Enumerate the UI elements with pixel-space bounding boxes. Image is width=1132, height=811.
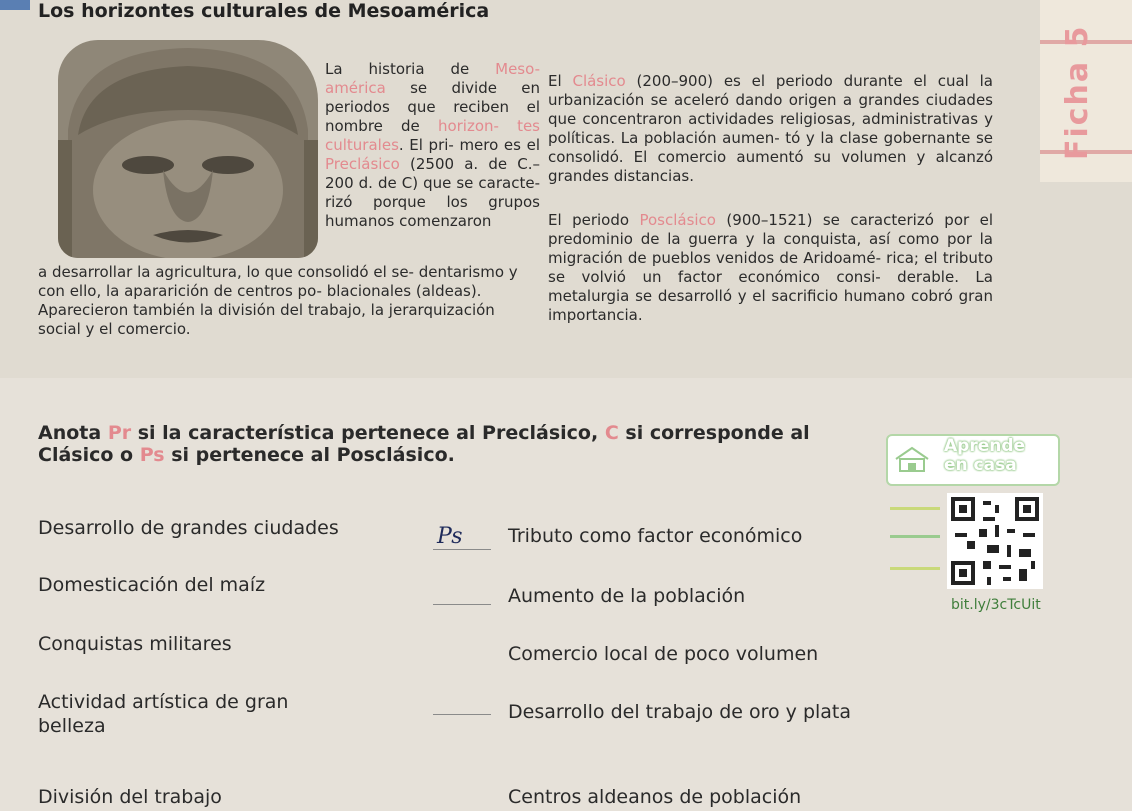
- intro-text: La historia de: [325, 60, 496, 78]
- item-left: Conquistas militares: [38, 633, 232, 655]
- term-horizontes: horizon- tes culturales: [325, 117, 540, 154]
- item-left: División del trabajo: [38, 786, 222, 808]
- intro-column-1: [325, 60, 540, 231]
- intro-text: se divide en periodos que reciben el nombre de: [325, 79, 540, 135]
- aprende-line2: en casa: [944, 455, 1017, 475]
- posclasico-paragraph: [548, 211, 993, 325]
- decorative-lines: [890, 505, 940, 585]
- answer-blank[interactable]: [433, 714, 491, 715]
- qr-code-icon[interactable]: [947, 493, 1043, 589]
- item-left: Domesticación del maíz: [38, 574, 266, 596]
- posclasico-text: (900–1521) se caracterizó por el predominio de la guerra y la conquista, así como por la migración de pueblos venidos de Aridoamé- rica; el tributo se volvió un factor económico consi- derable. La metalurgia se desarrolló y el sacrificio humano cobró gran importancia.: [548, 211, 993, 324]
- house-icon: [892, 445, 932, 475]
- item-left: Desarrollo de grandes ciudades: [38, 517, 339, 539]
- intro-text: . El pri- mero es el: [398, 136, 540, 154]
- corner-strip: [0, 0, 30, 10]
- posclasico-text: El periodo: [548, 211, 640, 229]
- clasico-paragraph: [548, 72, 993, 186]
- ficha-label: Ficha 5: [1060, 24, 1095, 160]
- item-right: Aumento de la población: [508, 585, 746, 607]
- intro-column-2: a desarrollar la agricultura, lo que consolidó el se- dentarismo y con ello, la apararición de centros po- blacionales (aldeas). Aparecieron también la división del trabajo, la jerarquización social y el comercio.: [38, 263, 518, 338]
- instruction-text: si corresponde al Clásico o: [38, 422, 810, 466]
- handwritten-answer: Ps: [437, 524, 463, 549]
- item-left: Actividad artística de gran belleza: [38, 691, 289, 737]
- olmec-head-image: [58, 40, 318, 258]
- item-right: Centros aldeanos de población: [508, 786, 802, 808]
- clasico-text: El: [548, 72, 573, 90]
- aprende-link[interactable]: bit.ly/3cTcUit: [951, 597, 1041, 613]
- code-pr: Pr: [107, 422, 132, 444]
- code-c: C: [604, 422, 619, 444]
- intro-text: (2500 a. de C.–200 d. de C) que se caracte- rizó porque los grupos humanos comenzaron: [325, 155, 540, 230]
- instruction: [38, 422, 858, 466]
- term-clasico: Clásico: [572, 72, 626, 90]
- term-preclasico: Preclásico: [325, 155, 400, 173]
- aprende-line1: Aprende: [944, 436, 1026, 456]
- code-ps: Ps: [139, 444, 165, 466]
- clasico-text: (200–900) es el periodo durante el cual la urbanización se aceleró dando origen a grandes ciudades que concentraron actividades religiosas, administrativas y políticas. La población aumen- tó y la clase gobernante se consolidó. El comercio aumentó su volumen y alcanzó grandes distancias.: [548, 72, 993, 185]
- item-right: Tributo como factor económico: [508, 525, 803, 547]
- instruction-text: si la característica pertenece al Preclásico,: [131, 422, 605, 444]
- page-title: Los horizontes culturales de Mesoamérica: [38, 0, 490, 22]
- term-mesoamerica: Meso- américa: [325, 60, 540, 97]
- item-right: Desarrollo del trabajo de oro y plata: [508, 701, 852, 723]
- instruction-text: Anota: [38, 422, 108, 444]
- aprende-label: [944, 437, 1025, 475]
- answer-blank[interactable]: [433, 549, 491, 550]
- answer-blank[interactable]: [433, 604, 491, 605]
- term-posclasico: Posclásico: [639, 211, 716, 229]
- item-right: Comercio local de poco volumen: [508, 643, 819, 665]
- instruction-text: si pertenece al Posclásico.: [164, 444, 455, 466]
